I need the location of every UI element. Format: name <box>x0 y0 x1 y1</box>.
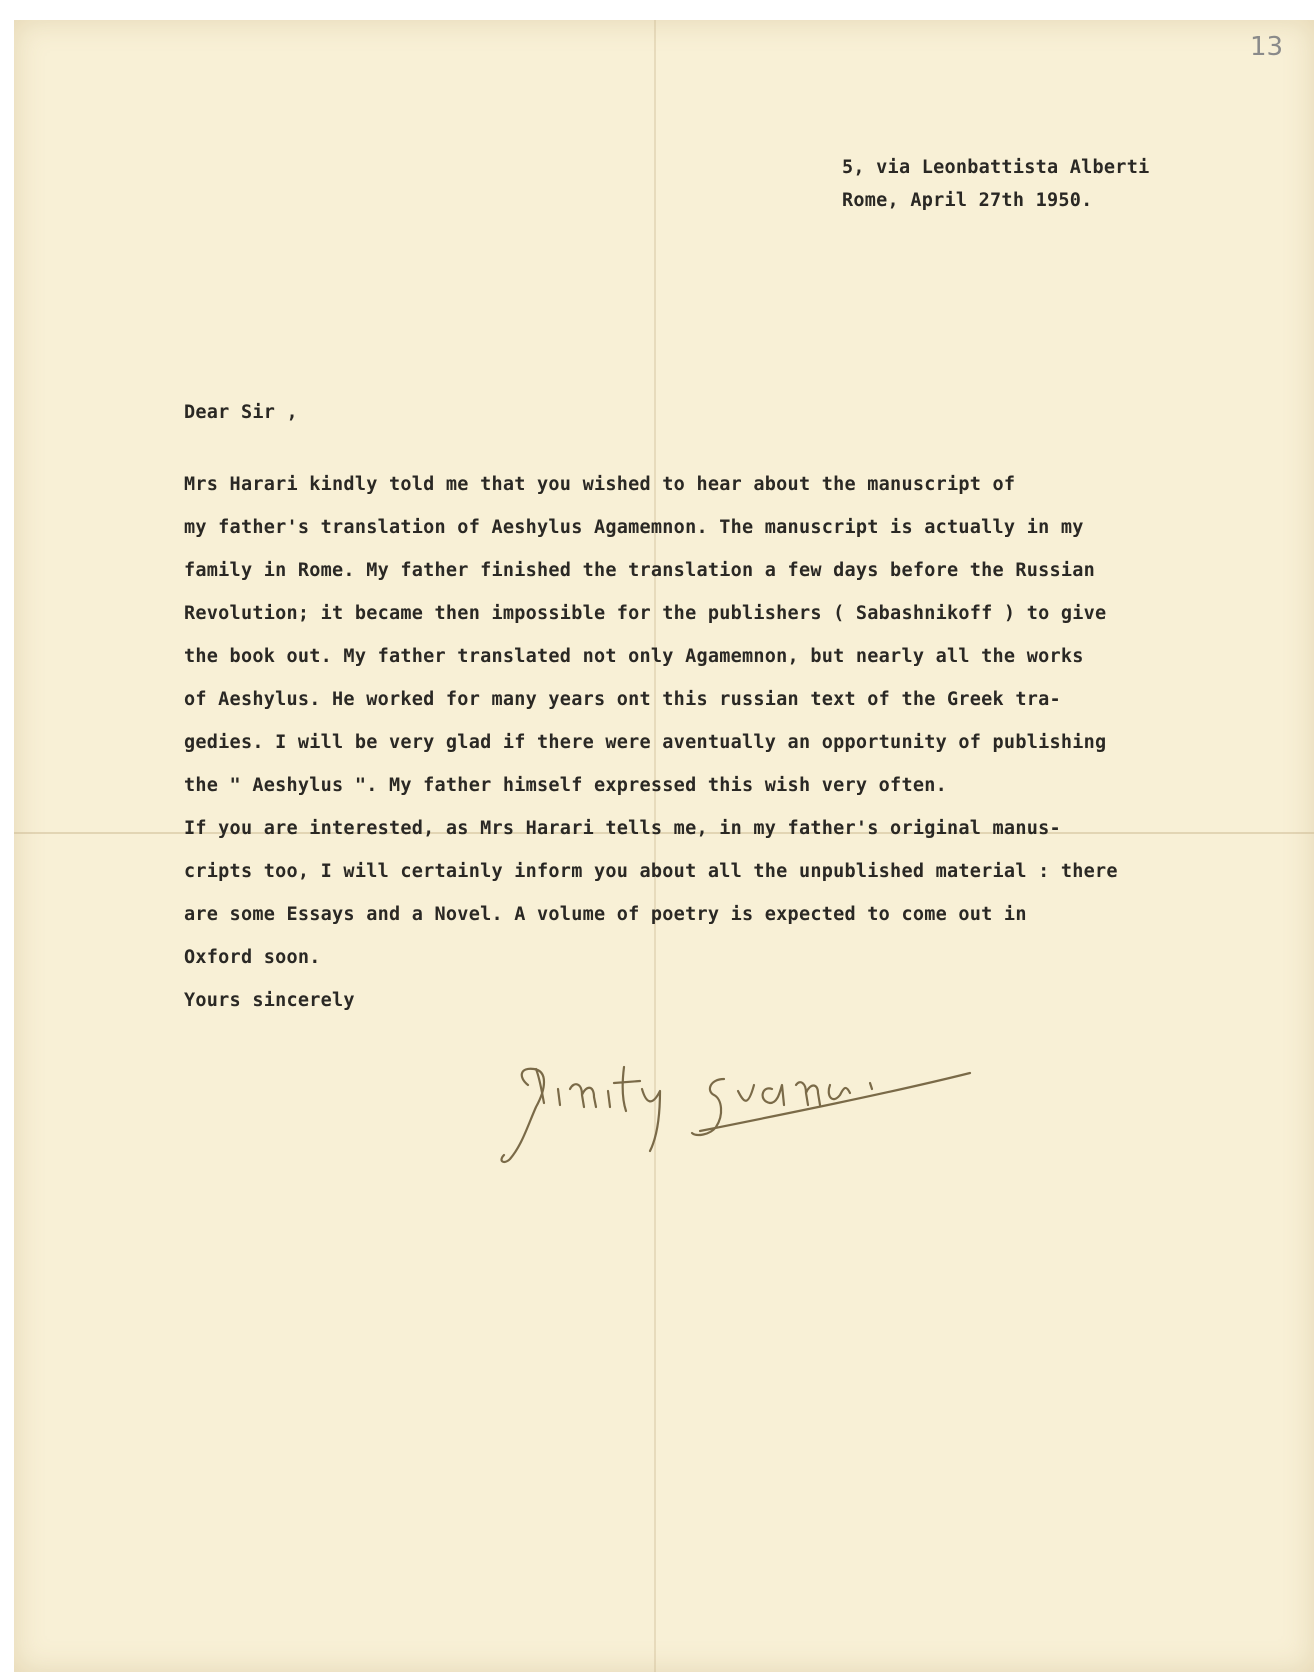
body-line: If you are interested, as Mrs Harari tells me, in my father's original manus- <box>184 818 1061 839</box>
address-line-2: Rome, April 27th 1950. <box>842 190 1093 211</box>
letter-sheet <box>14 20 1314 1672</box>
body-line: cripts too, I will certainly inform you about all the unpublished material : there <box>184 861 1118 882</box>
body-line: are some Essays and a Novel. A volume of poetry is expected to come out in <box>184 904 1027 925</box>
body-line: of Aeshylus. He worked for many years ont this russian text of the Greek tra- <box>184 689 1061 710</box>
fold-crease-vertical <box>654 20 656 1672</box>
body-line: Oxford soon. <box>184 947 321 968</box>
salutation: Dear Sir , <box>184 402 298 423</box>
address-line-1: 5, via Leonbattista Alberti <box>842 157 1150 178</box>
body-line: family in Rome. My father finished the translation a few days before the Russian <box>184 560 1096 581</box>
body-line: gedies. I will be very glad if there were aventually an opportunity of publishing <box>184 732 1107 753</box>
page-number: 13 <box>1250 32 1284 62</box>
body-line: my father's translation of Aeshylus Agamemnon. The manuscript is actually in my <box>184 517 1084 538</box>
closing: Yours sincerely <box>184 990 355 1011</box>
body-line: Revolution; it became then impossible for the publishers ( Sabashnikoff ) to give <box>184 603 1107 624</box>
body-line: Mrs Harari kindly told me that you wished to hear about the manuscript of <box>184 474 1016 495</box>
body-line: the " Aeshylus ". My father himself expressed this wish very often. <box>184 775 947 796</box>
handwritten-signature <box>500 1055 1060 1185</box>
body-line: the book out. My father translated not only Agamemnon, but nearly all the works <box>184 646 1084 667</box>
